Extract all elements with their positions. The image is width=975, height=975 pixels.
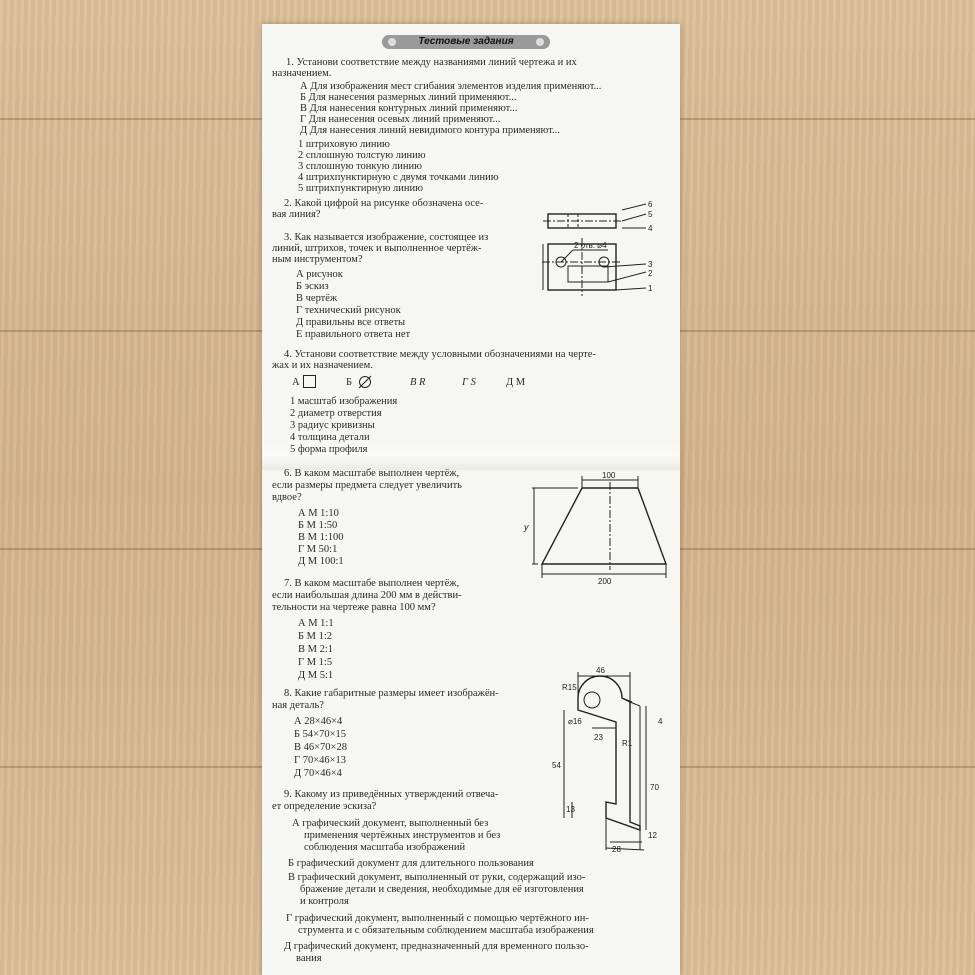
q3-option-g: Г технический рисунок [296, 305, 401, 316]
q4-symbol-v: В R [410, 377, 426, 388]
q6-option-a: А М 1:10 [298, 508, 339, 519]
q8-option-a: А 28×46×4 [294, 716, 343, 727]
dim-r15: R15 [562, 683, 577, 692]
dim-28: 28 [612, 845, 621, 854]
q4-answer-3: 3 радиус кривизны [290, 420, 375, 431]
dim-70: 70 [650, 783, 659, 792]
q1-line-2: назначением. [272, 68, 332, 79]
q4-symbol-d: Д М [506, 377, 526, 388]
part-drawing-figure [538, 200, 674, 304]
q1-option-d: Д Для нанесения линий невидимого контура применяют... [300, 125, 560, 136]
dim-4: 4 [658, 717, 663, 726]
section-header [382, 35, 550, 49]
q3-option-a: А рисунок [296, 269, 343, 280]
bracket-figure [550, 646, 674, 856]
q6-option-b: Б М 1:50 [298, 520, 338, 531]
dim-23: 23 [594, 733, 603, 742]
q3-line-1: 3. Как называется изображение, состоящее из [284, 232, 489, 243]
q8-line-2: ная деталь? [272, 700, 324, 711]
dim-r1: R1 [622, 739, 633, 748]
callout-6: 6 [648, 200, 653, 209]
q9-option-a-3: соблюдения масштаба изображений [304, 842, 466, 853]
q1-answer-3: 3 сплошную тонкую линию [298, 161, 423, 172]
square-symbol-icon [303, 375, 316, 388]
q6-option-d: Д М 100:1 [298, 556, 344, 567]
q7-line-2: если наибольшая длина 200 мм в действи- [272, 590, 462, 601]
q4-symbol-g: Г S [462, 377, 476, 388]
q4-answer-5: 5 форма профиля [290, 444, 368, 455]
dim-d16: ⌀16 [568, 717, 582, 726]
q6-option-v: В М 1:100 [298, 532, 344, 543]
q3-option-b: Б эскиз [296, 281, 329, 292]
bottom-width-label: 200 [598, 577, 612, 586]
q9-option-g-2: струмента и с обязательным соблюдением масштаба изображения [298, 925, 594, 936]
q7-option-d: Д М 5:1 [298, 670, 334, 681]
q4-answer-2: 2 диаметр отверстия [290, 408, 382, 419]
q8-option-v: В 46×70×28 [294, 742, 347, 753]
q7-option-v: В М 2:1 [298, 644, 334, 655]
q4-symbol-b: Б [346, 377, 353, 388]
worksheet-page [262, 24, 680, 975]
q9-option-b: Б графический документ для длительного пользования [288, 858, 534, 869]
q8-option-b: Б 54×70×15 [294, 729, 346, 740]
q4-answer-1: 1 масштаб изображения [290, 396, 398, 407]
q9-option-v-2: бражение детали и сведения, необходимые для её изготовления [300, 884, 584, 895]
top-width-label: 100 [602, 472, 616, 480]
q1-option-a: А Для изображения мест сгибания элементов изделия применяют... [300, 81, 602, 92]
q4-line-1: 4. Установи соответствие между условными обозначениями на черте- [284, 349, 596, 360]
q2-line-2: вая линия? [272, 209, 321, 220]
q6-option-g: Г М 50:1 [298, 544, 338, 555]
q4-answer-4: 4 толщина детали [290, 432, 370, 443]
q1-option-b: Б Для нанесения размерных линий применяют... [300, 92, 517, 103]
callout-1: 1 [648, 284, 653, 293]
q9-option-a-2: применения чертёжных инструментов и без [304, 830, 501, 841]
callout-5: 5 [648, 210, 653, 219]
callout-2: 2 [648, 269, 653, 278]
q8-line-1: 8. Какие габаритные размеры имеет изображён- [284, 688, 499, 699]
height-label: y [524, 522, 529, 532]
q9-option-a-1: А графический документ, выполненный без [292, 818, 489, 829]
q1-answer-5: 5 штрихпунктирную линию [298, 183, 423, 194]
q3-option-e: Е правильного ответа нет [296, 329, 411, 340]
q7-option-b: Б М 1:2 [298, 631, 333, 642]
callout-3: 3 [648, 260, 653, 269]
holes-label: 2 отв. ⌀4 [574, 241, 607, 250]
q7-line-3: тельности на чертеже равна 100 мм? [272, 602, 436, 613]
q8-option-g: Г 70×46×13 [294, 755, 347, 766]
q9-option-v-3: и контроля [300, 896, 349, 907]
dim-54: 54 [552, 761, 561, 770]
q6-line-2: если размеры предмета следует увеличить [272, 480, 462, 491]
q1-answer-1: 1 штриховую линию [298, 139, 390, 150]
q9-option-g-1: Г графический документ, выполненный с помощью чертёжного ин- [286, 913, 589, 924]
q4-line-2: жах и их назначением. [272, 360, 373, 371]
q3-line-3: ным инструментом? [272, 254, 363, 265]
dim-12: 12 [648, 831, 657, 840]
q1-answer-2: 2 сплошную толстую линию [298, 150, 426, 161]
q9-option-d-1: Д графический документ, предназначенный для временного пользо- [284, 941, 589, 952]
q7-line-1: 7. В каком масштабе выполнен чертёж, [284, 578, 460, 589]
q3-option-v: В чертёж [296, 293, 338, 304]
q9-option-v-1: В графический документ, выполненный от руки, содержащий изо- [288, 872, 586, 883]
q2-line-1: 2. Какой цифрой на рисунке обозначена осе- [284, 198, 484, 209]
q7-option-a: А М 1:1 [298, 618, 334, 629]
dim-46: 46 [596, 666, 605, 675]
trapezoid-figure [514, 472, 674, 590]
section-title: Тестовые задания [418, 36, 514, 47]
q1-option-g: Г Для нанесения осевых линий применяют... [300, 114, 501, 125]
q6-line-3: вдвое? [272, 492, 302, 503]
q4-symbol-a: А [292, 377, 300, 388]
dim-13: 13 [566, 805, 575, 814]
q1-answer-4: 4 штрихпунктирную с двумя точками линию [298, 172, 499, 183]
diameter-symbol-icon [358, 375, 372, 389]
callout-4: 4 [648, 224, 653, 233]
q7-option-g: Г М 1:5 [298, 657, 333, 668]
q6-line-1: 6. В каком масштабе выполнен чертёж, [284, 468, 460, 479]
q1-option-v: В Для нанесения контурных линий применяют... [300, 103, 518, 114]
q9-line-2: ет определение эскиза? [272, 801, 377, 812]
q3-line-2: линий, штрихов, точек и выполненное чертёж- [272, 243, 482, 254]
q9-line-1: 9. Какому из приведённых утверждений отвеча- [284, 789, 499, 800]
q1-line-1: 1. Установи соответствие между названиями линий чертежа и их [286, 57, 577, 68]
q8-option-d: Д 70×46×4 [294, 768, 342, 779]
q3-option-d: Д правильны все ответы [296, 317, 406, 328]
q9-option-d-2: вания [296, 953, 322, 964]
